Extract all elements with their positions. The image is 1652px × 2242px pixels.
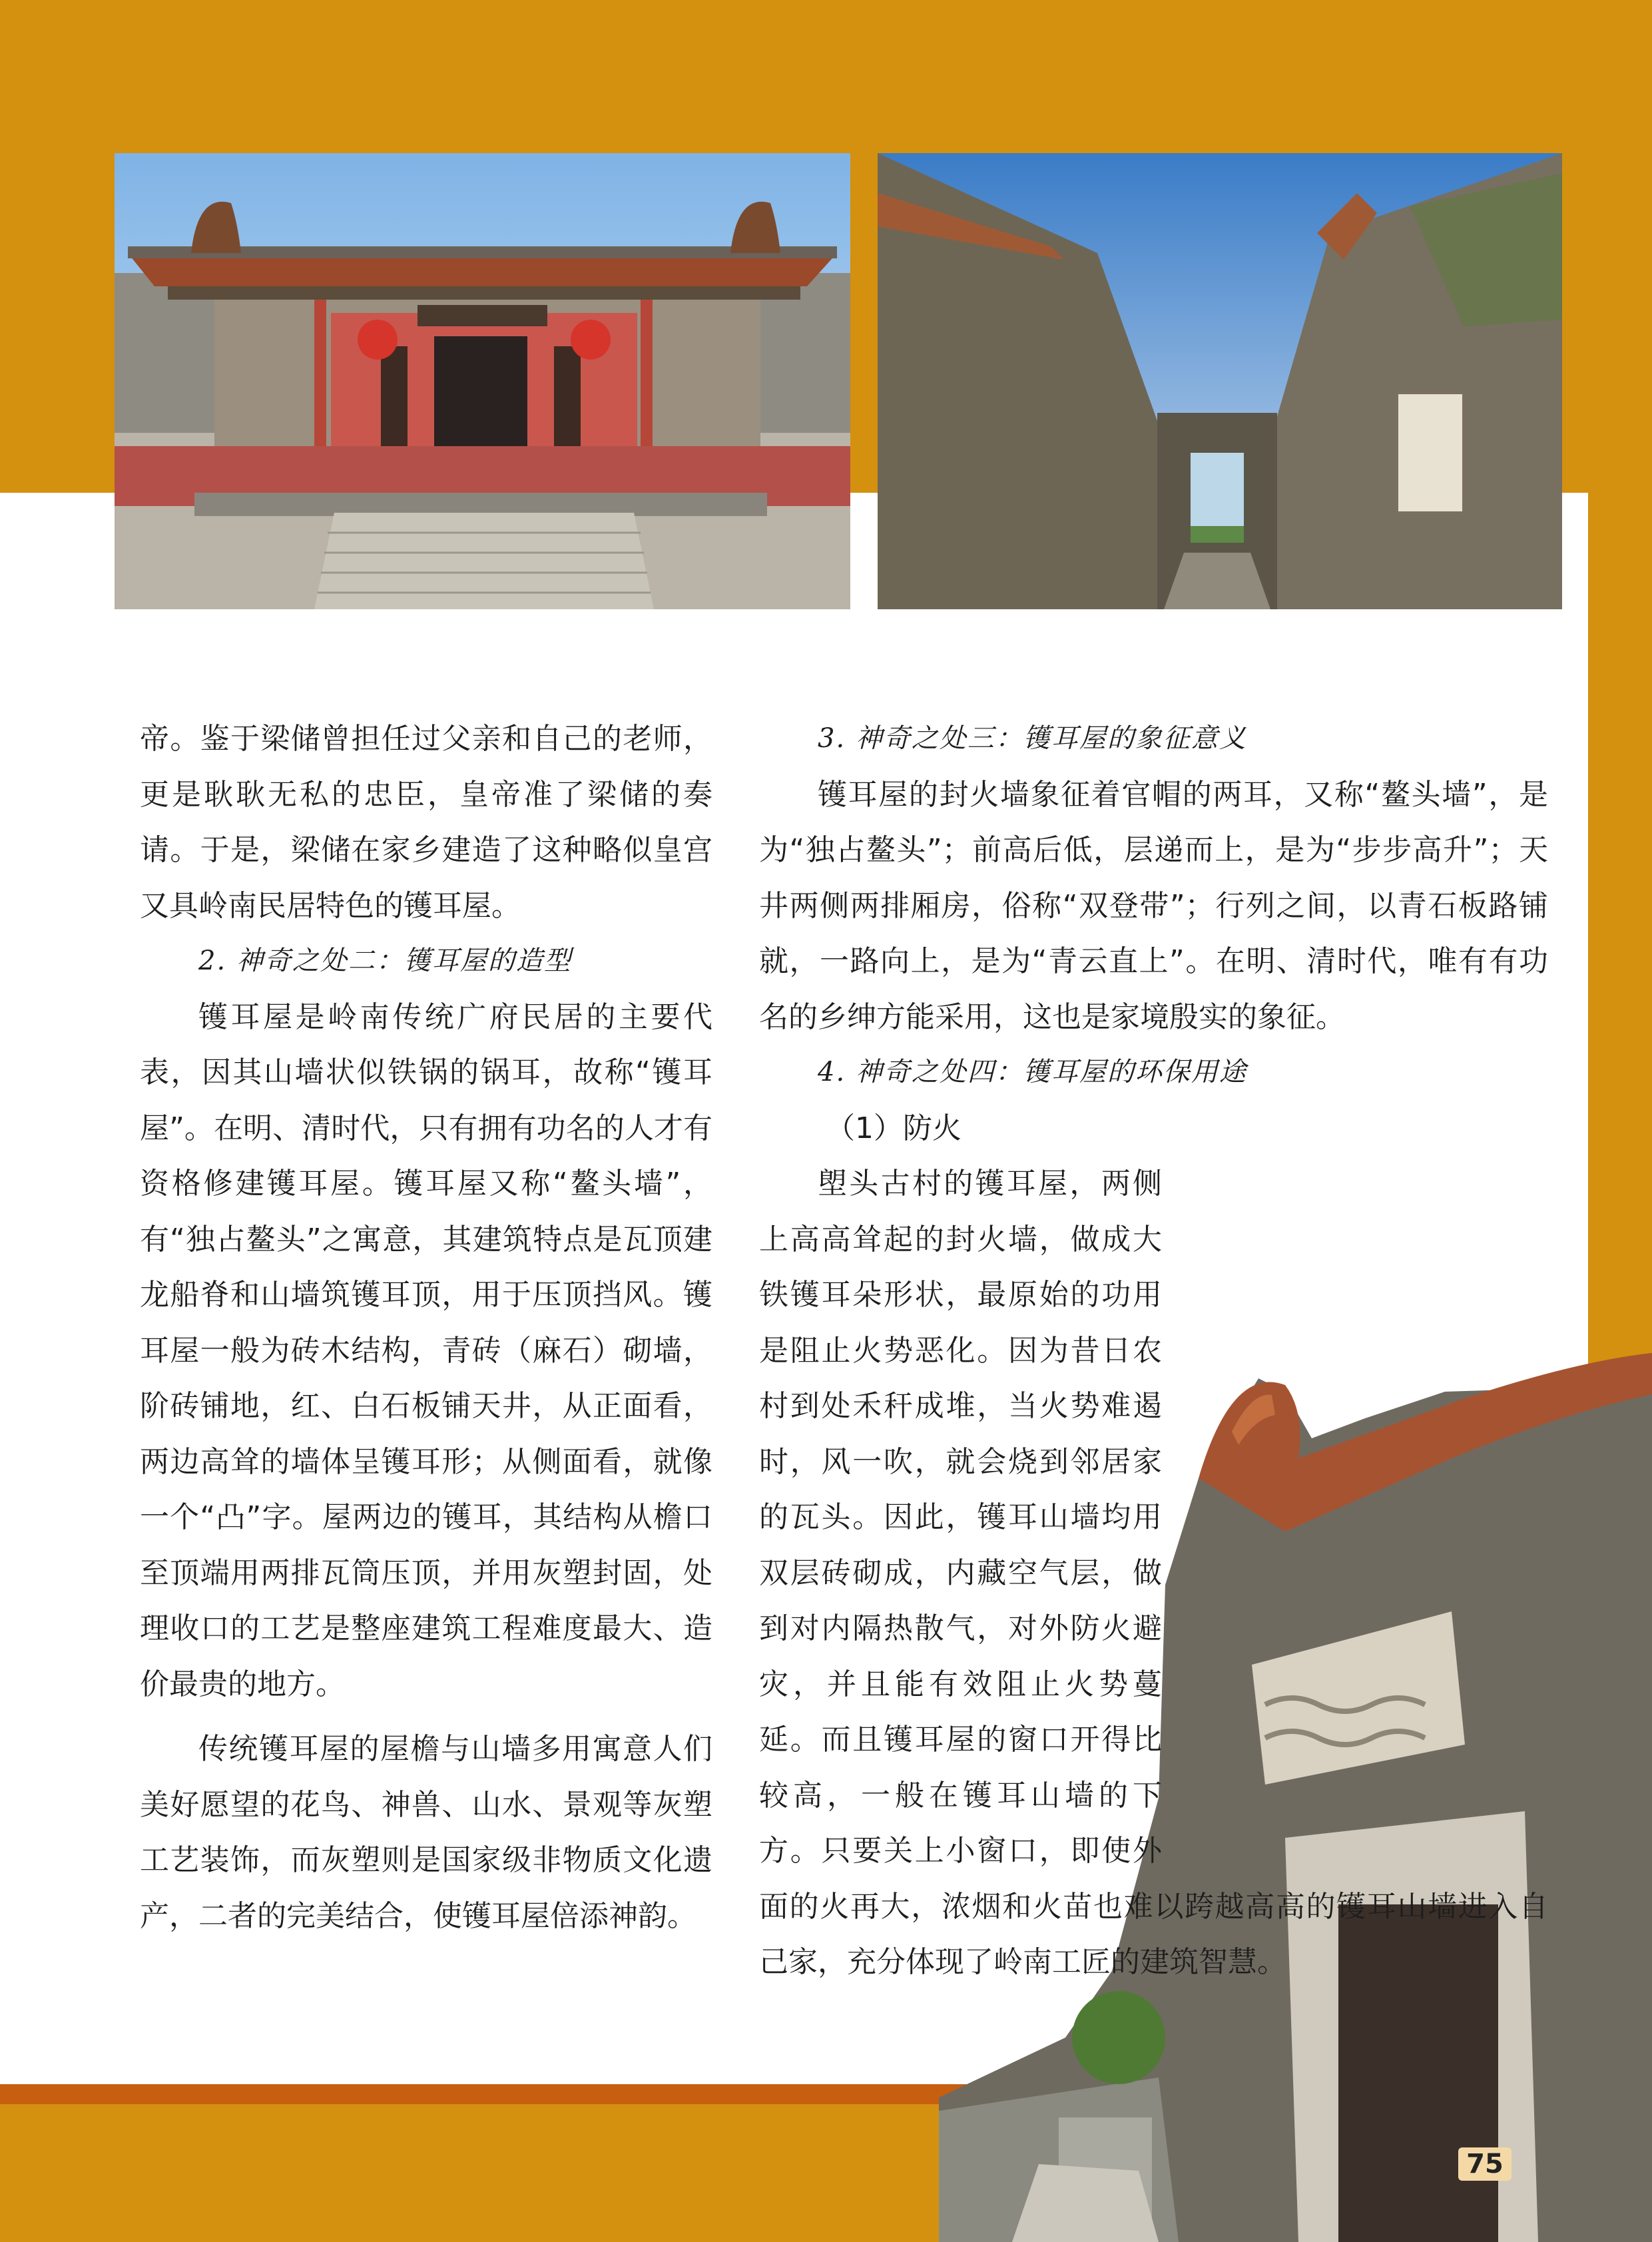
section-heading-4: 4. 神奇之处四：镬耳屋的环保用途 [818, 1057, 1247, 1087]
image-wrap-spacer [1162, 1156, 1548, 1852]
left-text-column [140, 711, 712, 1944]
ancestral-hall-photo [115, 153, 850, 609]
alley-photo [878, 153, 1562, 609]
subheading-fire-prevention: （1）防火 [826, 1111, 962, 1145]
paragraph-decoration: 传统镬耳屋的屋檐与山墙多用寓意人们美好愿望的花鸟、神兽、山水、景观等灰塑工艺装饰，而灰塑则是国家级非物质文化遗产，二者的完美结合，使镬耳屋倍添神韵。 [140, 1732, 712, 1933]
page-number: 75 [1458, 2147, 1512, 2181]
paragraph-fire-prevention: 塱头古村的镬耳屋，两侧上高高耸起的封火墙，做成大铁镬耳朵形状，最原始的功用是阻止火势恶化。因为昔日农村到处禾秆成堆，当火势难遏时，风一吹，就会烧到邻居家的瓦头。因此，镬耳山墙均用双层砖砌成，内藏空气层，做到对内隔热散气，对外防火避灾，并且能有效阻止火势蔓延。而且镬耳屋的窗口开得比较高，一般在镬耳山墙的下方。只要关上小窗口，即使外面的火再大，浓烟和火苗也难以跨越高高的镬耳山墙进入自己家，充分体现了岭南工匠的建筑智慧。 [759, 1167, 1548, 1979]
paragraph-continuation: 帝。鉴于梁储曾担任过父亲和自己的老师，更是耿耿无私的忠臣，皇帝准了梁储的奏请。于是，梁储在家乡建造了这种略似皇宫又具岭南民居特色的镬耳屋。 [140, 722, 712, 923]
paragraph-shape: 镬耳屋是岭南传统广府民居的主要代表，因其山墙状似铁锅的锅耳，故称“镬耳屋”。在明、清时代，只有拥有功名的人才有资格修建镬耳屋。镬耳屋又称“鳌头墙”，有“独占鳌头”之寓意，其建筑特点是瓦顶建龙船脊和山墙筑镬耳顶，用于压顶挡风。镬耳屋一般为砖木结构，青砖（麻石）砌墙，阶砖铺地，红、白石板铺天井，从正面看，两边高耸的墙体呈镬耳形；从侧面看，就像一个“凸”字。屋两边的镬耳，其结构从檐口至顶端用两排瓦筒压顶，并用灰塑封固，处理收口的工艺是整座建筑工程难度最大、造价最贵的地方。 [140, 999, 712, 1701]
paragraph-symbolism: 镬耳屋的封火墙象征着官帽的两耳，又称“鳌头墙”，是为“独占鳌头”；前高后低，层递而上，是为“步步高升”；天井两侧两排厢房，俗称“双登带”；行列之间，以青石板路铺就，一路向上，是为“青云直上”。在明、清时代，唯有有功名的乡绅方能采用，这也是家境殷实的象征。 [759, 777, 1548, 1034]
section-heading-3: 3. 神奇之处三：镬耳屋的象征意义 [818, 723, 1247, 754]
section-heading-2: 2. 神奇之处二：镬耳屋的造型 [198, 946, 572, 976]
right-text-column [759, 711, 1548, 1990]
